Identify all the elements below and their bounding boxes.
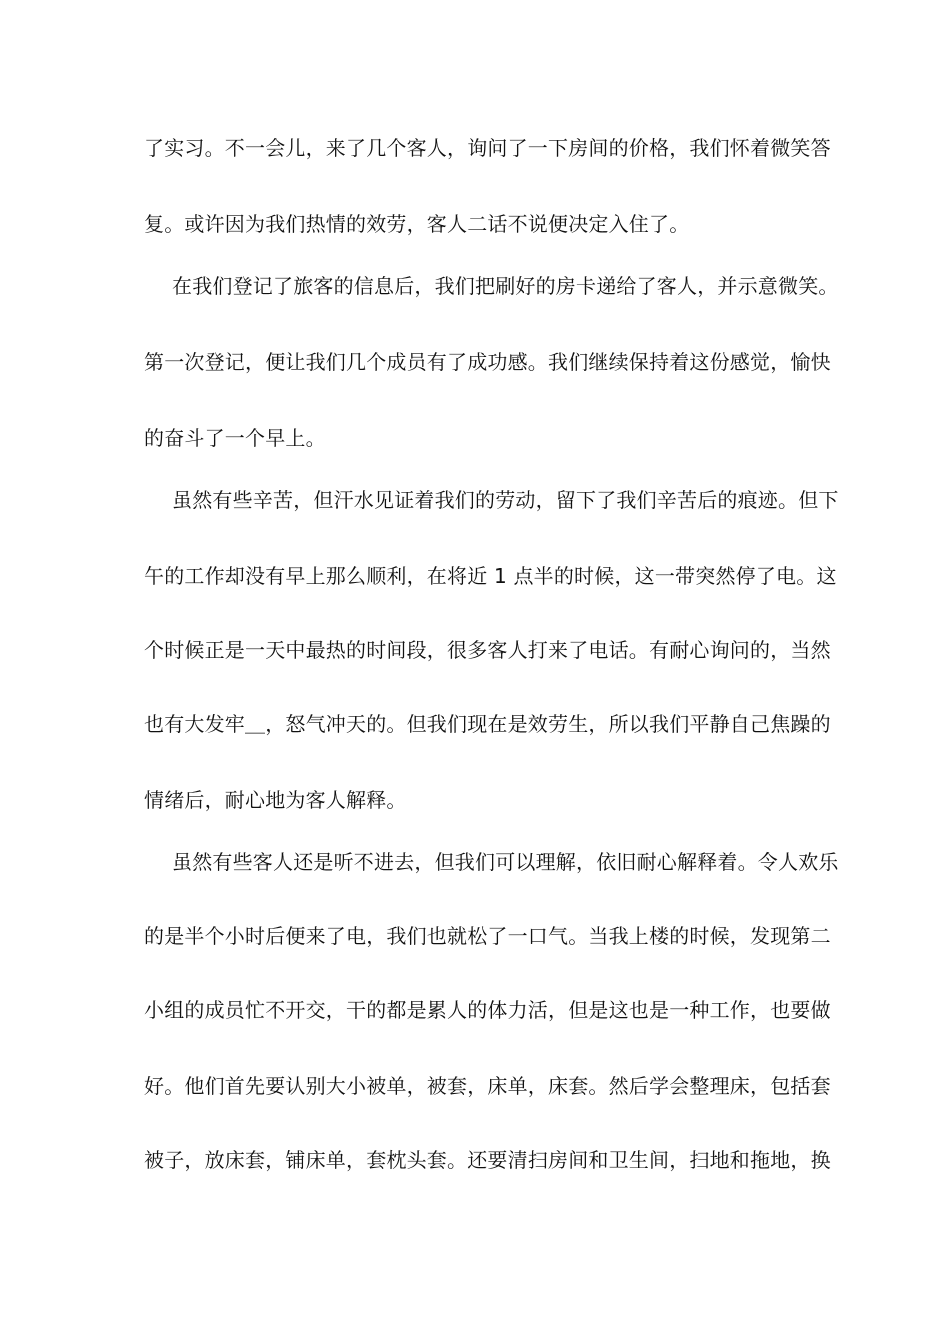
text-line: 情绪后，耐心地为客人解释。 bbox=[144, 788, 407, 812]
text-line: 在我们登记了旅客的信息后，我们把刷好的房卡递给了客人，并示意微笑。 bbox=[172, 274, 839, 298]
text-line: 的奋斗了一个早上。 bbox=[144, 426, 326, 450]
text-line: 午的工作却没有早上那么顺利，在将近 1 点半的时候，这一带突然停了电。这 bbox=[144, 564, 837, 588]
text-line: 个时候正是一天中最热的时间段，很多客人打来了电话。有耐心询问的，当然 bbox=[144, 638, 831, 662]
text-line: 复。或许因为我们热情的效劳，客人二话不说便决定入住了。 bbox=[144, 212, 690, 236]
text-line: 也有大发牢＿，怒气冲天的。但我们现在是效劳生，所以我们平静自己焦躁的 bbox=[144, 712, 831, 736]
text-line: 了实习。不一会儿，来了几个客人，询问了一下房间的价格，我们怀着微笑答 bbox=[144, 136, 831, 160]
text-line: 被子，放床套，铺床单，套枕头套。还要清扫房间和卫生间，扫地和拖地，换 bbox=[144, 1148, 831, 1172]
text-line: 小组的成员忙不开交，干的都是累人的体力活，但是这也是一种工作，也要做 bbox=[144, 998, 831, 1022]
text-line: 好。他们首先要认别大小被单，被套，床单，床套。然后学会整理床，包括套 bbox=[144, 1074, 831, 1098]
text-line: 的是半个小时后便来了电，我们也就松了一口气。当我上楼的时候，发现第二 bbox=[144, 924, 831, 948]
text-line: 虽然有些客人还是听不进去，但我们可以理解，依旧耐心解释着。令人欢乐 bbox=[172, 850, 839, 874]
text-line: 虽然有些辛苦，但汗水见证着我们的劳动，留下了我们辛苦后的痕迹。但下 bbox=[172, 488, 839, 512]
text-line: 第一次登记，便让我们几个成员有了成功感。我们继续保持着这份感觉，愉快 bbox=[144, 350, 831, 374]
